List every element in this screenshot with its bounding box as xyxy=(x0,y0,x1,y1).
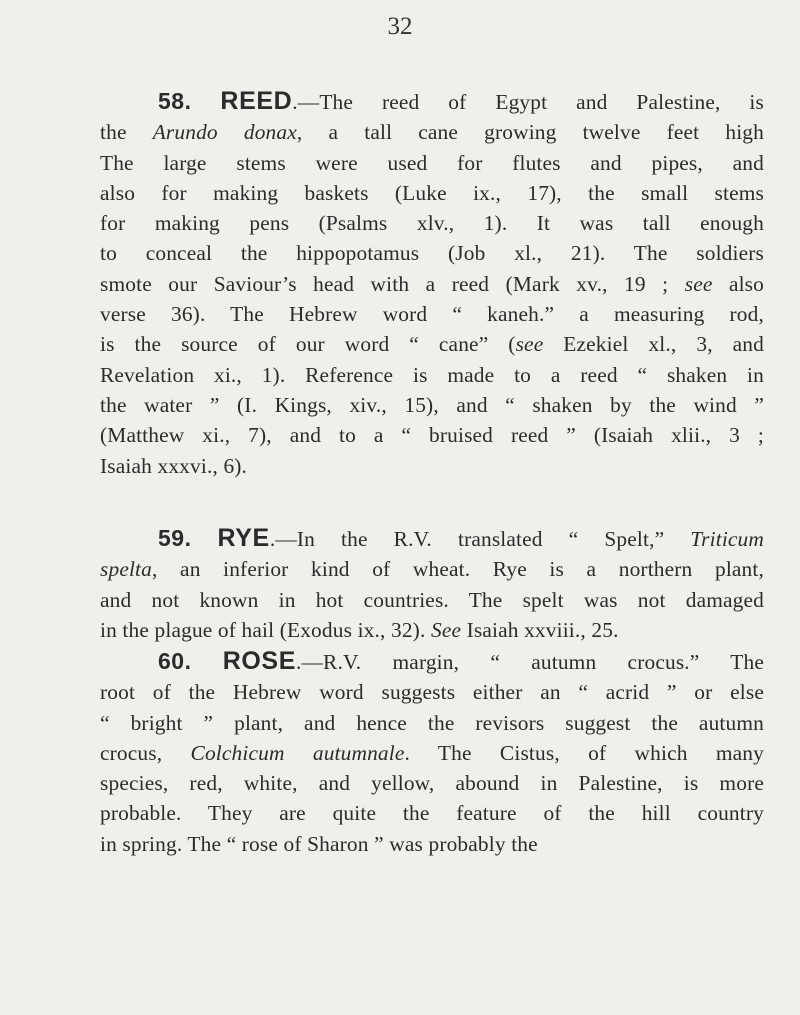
text-segment: also xyxy=(712,271,764,296)
text-line xyxy=(100,329,764,359)
entry-rose xyxy=(100,646,764,859)
text-segment: the water ” (I. Kings, xiv., 15), and “ shaken by the wind ” xyxy=(100,392,764,417)
text-line xyxy=(100,585,764,615)
italic-text: Arundo donax xyxy=(152,120,297,145)
text-line xyxy=(100,554,764,584)
text-segment: root of the Hebrew word suggests either an “ acrid ” or else xyxy=(100,680,764,705)
text-line xyxy=(100,238,764,268)
italic-text: Colchicum autumnale xyxy=(190,740,405,765)
text-line xyxy=(100,86,764,117)
entry-number: 59. xyxy=(158,525,192,551)
text-line xyxy=(100,829,764,859)
text-line xyxy=(100,708,764,738)
text-segment: for making pens (Psalms xlv., 1). It was tall enough xyxy=(100,211,764,236)
text-line xyxy=(100,390,764,420)
text-segment: verse 36). The Hebrew word “ kaneh.” a measuring rod, xyxy=(100,302,764,327)
text-segment: probable. They are quite the feature of the hill country xyxy=(100,801,764,826)
text-segment: Isaiah xxviii., 25. xyxy=(461,617,619,642)
text-segment: (Matthew xi., 7), and to a “ bruised reed ” (Isaiah xlii., 3 ; xyxy=(100,423,764,448)
text-line xyxy=(100,178,764,208)
text-segment: and not known in hot countries. The spelt was not damaged xyxy=(100,587,764,612)
text-line xyxy=(100,798,764,828)
text-line xyxy=(100,768,764,798)
text-segment: in the plague of hail (Exodus ix., 32). xyxy=(100,617,431,642)
text-segment: in spring. The “ rose of Sharon ” was probably the xyxy=(100,831,538,856)
text-segment: , a tall cane growing twelve feet high xyxy=(296,120,764,145)
entry-number: 58. xyxy=(158,88,192,114)
text-segment: species, red, white, and yellow, abound in Palestine, is more xyxy=(100,771,764,796)
text-line xyxy=(100,117,764,147)
text-segment: is the source of our word “ cane” ( xyxy=(100,332,516,357)
text-segment: Revelation xi., 1). Reference is made to a reed “ shaken in xyxy=(100,362,764,387)
entry-headword: ROSE xyxy=(222,647,296,675)
text-line xyxy=(100,677,764,707)
text-line xyxy=(100,360,764,390)
entry-rye xyxy=(100,523,764,645)
italic-text: see xyxy=(515,332,544,357)
entry-number: 60. xyxy=(158,648,192,674)
italic-text: See xyxy=(430,617,462,642)
text-line xyxy=(100,269,764,299)
page-number: 32 xyxy=(387,13,413,40)
text-line xyxy=(100,148,764,178)
text-segment: crocus, xyxy=(100,740,191,765)
text-segment: .—The reed of Egypt and Palestine, is xyxy=(292,90,764,114)
text-line xyxy=(100,615,764,645)
text-segment: to conceal the hippopotamus (Job xl., 21). The soldiers xyxy=(100,241,764,266)
text-line xyxy=(100,523,764,554)
text-segment: “ bright ” plant, and hence the revisors suggest the autumn xyxy=(100,710,764,735)
text-segment: also for making baskets (Luke ix., 17), the small stems xyxy=(100,180,764,205)
text-segment: smote our Saviour’s head with a reed (Mark xv., 19 ; xyxy=(100,271,685,296)
text-segment: , an inferior kind of wheat. Rye is a northern plant, xyxy=(152,557,764,582)
text-segment: .—R.V. margin, “ autumn crocus.” The xyxy=(295,650,764,674)
text-line xyxy=(100,738,764,768)
italic-text: see xyxy=(684,271,713,296)
entry-headword: REED xyxy=(220,87,293,115)
text-segment: Isaiah xxxvi., 6). xyxy=(100,453,248,478)
text-line xyxy=(100,646,764,677)
text-line xyxy=(100,420,764,450)
text-segment: .—In the R.V. translated “ Spelt,” xyxy=(269,527,691,551)
text-line xyxy=(100,451,764,481)
text-segment: Ezekiel xl., 3, and xyxy=(543,332,764,357)
text-line xyxy=(100,299,764,329)
text-segment: . The Cistus, of which many xyxy=(404,740,764,765)
entry-reed xyxy=(100,86,764,481)
text-line xyxy=(100,208,764,238)
italic-text: spelta xyxy=(100,557,152,582)
text-segment: The large stems were used for flutes and pipes, and xyxy=(100,150,764,175)
text-segment: the xyxy=(100,120,153,145)
entry-headword: RYE xyxy=(217,524,270,552)
italic-text: Triticum xyxy=(690,527,765,551)
